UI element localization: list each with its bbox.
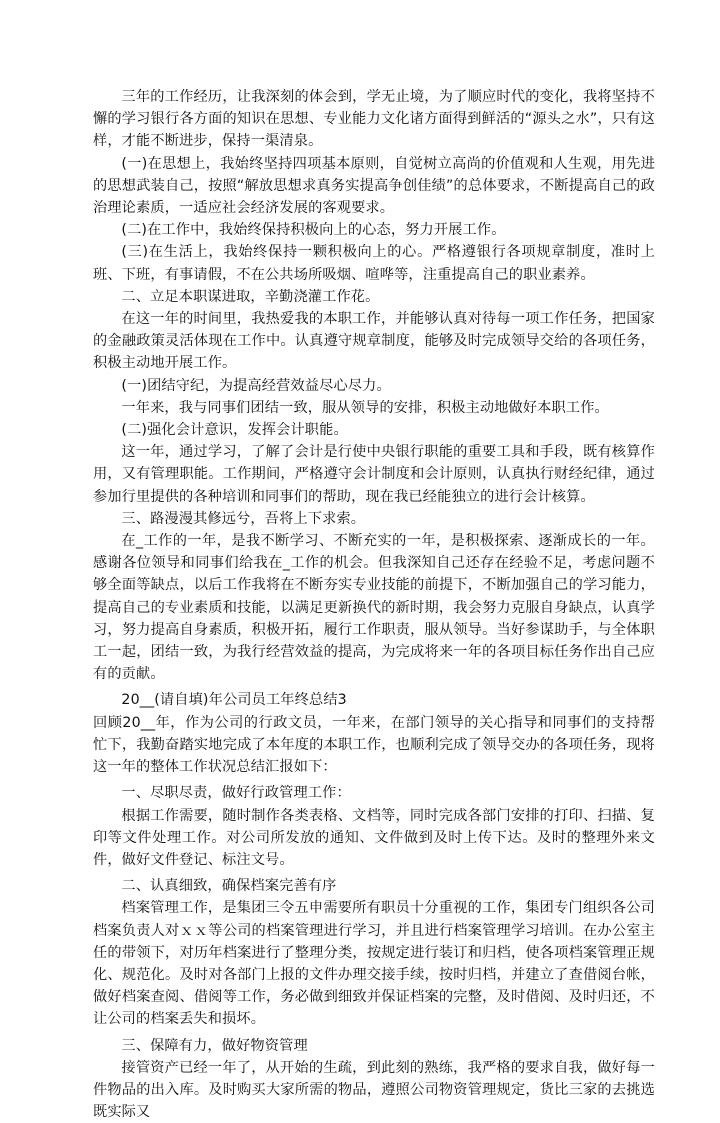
section-heading-materials: 三、保障有力，做好物资管理	[121, 1037, 308, 1054]
paragraph-20: 接管资产已经一年了，从开始的生疏，到此刻的熟练，我严格的要求自我，做好每一件物品的出入库。及时购买大家所需的物品，遵照公司物资管理规定，货比三家的去挑选既实际又	[93, 1059, 655, 1121]
paragraph-12: 在_工作的一年，是我不断学习、不断充实的一年，是积极探索、逐渐成长的一年。感谢各位领导和同事们给我在_工作的机会。但我深知自己还存在经验不足，考虑问题不够全面等缺点，以后工作我将在不断夯实专业技能的前提下，不断加强自己的学习能力，提高自己的专业素质和技能，以满足更新换代的新时期，我会努力克服自身缺点，认真学习，努力提高自身素质，积极开拓，履行工作职责，服从领导。当好参谋助手，与全体职工一起，团结一致，为我行经营效益的提高，为完成将来一年的各项目标任务作出自己应有的贡献。	[93, 533, 655, 683]
paragraph-14: 回顾20__年，作为公司的行政文员，一年来，在部门领导的关心指导和同事们的支持帮忙下，我勤奋踏实地完成了本年度的本职工作，也顺利完成了领导交办的各项任务，现将这一年的整体工作状况总结汇报如下：	[93, 714, 655, 776]
paragraph-8: 一年来，我与同事们团结一致，服从领导的安排，积极主动地做好本职工作。	[121, 399, 609, 416]
paragraph-4: (三)在生活上，我始终保持一颗积极向上的心。严格遵银行各项规章制度，准时上班、下班，有事请假，不在公共场所吸烟、喧哗等，注重提高自己的职业素养。	[93, 244, 655, 283]
paragraph-3: (二)在工作中，我始终保持积极向上的心态，努力开展工作。	[121, 222, 506, 239]
paragraph-10: 这一年，通过学习，了解了会计是行使中央银行职能的重要工具和手段，既有核算作用，又有管理职能。工作期间，严格遵守会计制度和会计原则，认真执行财经纪律，通过参加行里提供的各种培训和同事们的帮助，现在我已经能独立的进行会计核算。	[93, 444, 655, 505]
paragraph-9: (二)强化会计意识，发挥会计职能。	[121, 422, 348, 439]
document-title-3: 20__(请自填)年公司员工年终总结3	[121, 692, 347, 709]
document-page	[93, 86, 655, 1123]
paragraph-16: 根据工作需要，随时制作各类表格、文档等，同时完成各部门安排的打印、扫描、复印等文件处理工作。对公司所发放的通知、文件做到及时上传下达。及时的整理外来文件，做好文件登记、标注文号。	[93, 807, 655, 868]
section-heading-archive: 二、认真细致，确保档案完善有序	[121, 878, 337, 895]
section-heading-2: 二、立足本职谋进取，辛勤浇灌工作花。	[121, 288, 380, 305]
section-heading-admin: 一、尽职尽责，做好行政管理工作：	[121, 785, 351, 802]
paragraph-7: (一)团结守纪，为提高经营效益尽心尽力。	[121, 377, 391, 394]
paragraph-1: 三年的工作经历，让我深刻的体会到，学无止境，为了顺应时代的变化，我将坚持不懈的学习银行各方面的知识在思想、专业能力文化诸方面得到鲜活的“源头之水”，只有这样，才能不断进步，保持一渠清泉。	[93, 89, 655, 150]
paragraph-2: (一)在思想上，我始终坚持四项基本原则，自觉树立高尚的价值观和人生观，用先进的思想武装自己，按照“解放思想求真务实提高争创佳绩”的总体要求，不断提高自己的政治理论素质，一适应社会经济发展的客观要求。	[93, 155, 655, 217]
paragraph-18: 档案管理工作，是集团三令五申需要所有职员十分重视的工作，集团专门组织各公司档案负责人对ｘｘ等公司的档案管理进行学习，并且进行档案管理学习培训。在办公室主任的带领下，对历年档案进行了整理分类，按规定进行装订和归档，使各项档案管理正规化、规范化。及时对各部门上报的文件办理交接手续，按时归档，并建立了查借阅台帐，做好档案查阅、借阅等工作，务必做到细致并保证档案的完整，及时借阅、及时归还，不让公司的档案丢失和损坏。	[93, 900, 655, 1028]
section-heading-3: 三、路漫漫其修远兮，吾将上下求索。	[121, 510, 366, 527]
paragraph-6: 在这一年的时间里，我热爱我的本职工作，并能够认真对待每一项工作任务，把国家的金融政策灵活体现在工作中。认真遵守规章制度，能够及时完成领导交给的各项任务，积极主动地开展工作。	[93, 311, 655, 372]
